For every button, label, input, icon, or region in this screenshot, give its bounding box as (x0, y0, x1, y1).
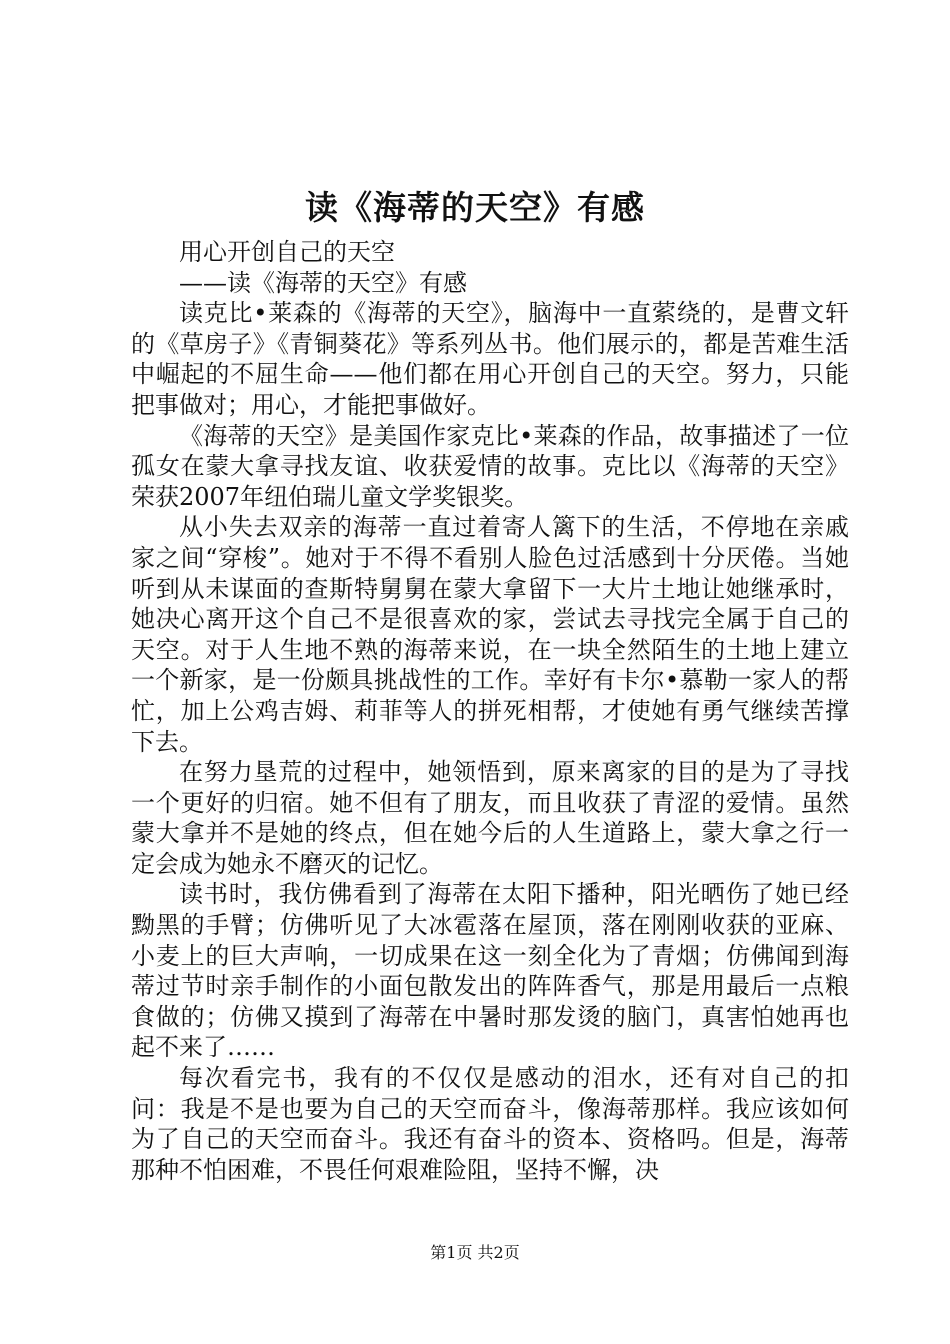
paragraph: 从小失去双亲的海蒂一直过着寄人篱下的生活，不停地在亲戚家之间“穿梭”。她对于不得不看别人脸色过活感到十分厌倦。当她听到从未谋面的查斯特舅舅在蒙大拿留下一大片土地让她继承时，她决心离开这个自己不是很喜欢的家，尝试去寻找完全属于自己的天空。对于人生地不熟的海蒂来说，在一块全然陌生的土地上建立一个新家，是一份颇具挑战性的工作。幸好有卡尔•慕勒一家人的帮忙，加上公鸡吉姆、莉菲等人的拼死相帮，才使她有勇气继续苦撑下去。 (131, 513, 849, 756)
paragraph: 在努力垦荒的过程中，她领悟到，原来离家的目的是为了寻找一个更好的归宿。她不但有了朋友，而且收获了青涩的爱情。虽然蒙大拿并不是她的终点，但在她今后的人生道路上，蒙大拿之行一定会成为她永不磨灭的记忆。 (131, 758, 849, 878)
paragraph: 每次看完书，我有的不仅仅是感动的泪水，还有对自己的扣问：我是不是也要为自己的天空而奋斗，像海蒂那样。我应该如何为了自己的天空而奋斗。我还有奋斗的资本、资格吗。但是，海蒂那种不怕困难，不畏任何艰难险阻，坚持不懈，决 (131, 1064, 849, 1184)
paragraph: 《海蒂的天空》是美国作家克比•莱森的作品，故事描述了一位孤女在蒙大拿寻找友谊、收获爱情的故事。克比以《海蒂的天空》荣获2007年纽伯瑞儿童文学奖银奖。 (131, 421, 849, 511)
paragraph: 读克比•莱森的《海蒂的天空》，脑海中一直萦绕的，是曹文轩的《草房子》《青铜葵花》等系列丛书。他们展示的，都是苦难生活中崛起的不屈生命——他们都在用心开创自己的天空。努力，只能把事做对；用心，才能把事做好。 (131, 299, 849, 419)
document-title: 读《海蒂的天空》有感 (305, 188, 645, 227)
subtitle-line: ——读《海蒂的天空》有感 (179, 268, 467, 297)
page-footer: 第1页 共2页 (430, 1243, 520, 1262)
paragraph: 读书时，我仿佛看到了海蒂在太阳下播种，阳光晒伤了她已经黝黑的手臂；仿佛听见了大冰雹落在屋顶，落在刚刚收获的亚麻、小麦上的巨大声响，一切成果在这一刻全化为了青烟；仿佛闻到海蒂过节时亲手制作的小面包散发出的阵阵香气，那是用最后一点粮食做的；仿佛又摸到了海蒂在中暑时那发烫的脑门，真害怕她再也起不来了…… (131, 880, 849, 1062)
document-body (131, 237, 849, 1185)
subtitle-line: 用心开创自己的天空 (179, 238, 395, 266)
